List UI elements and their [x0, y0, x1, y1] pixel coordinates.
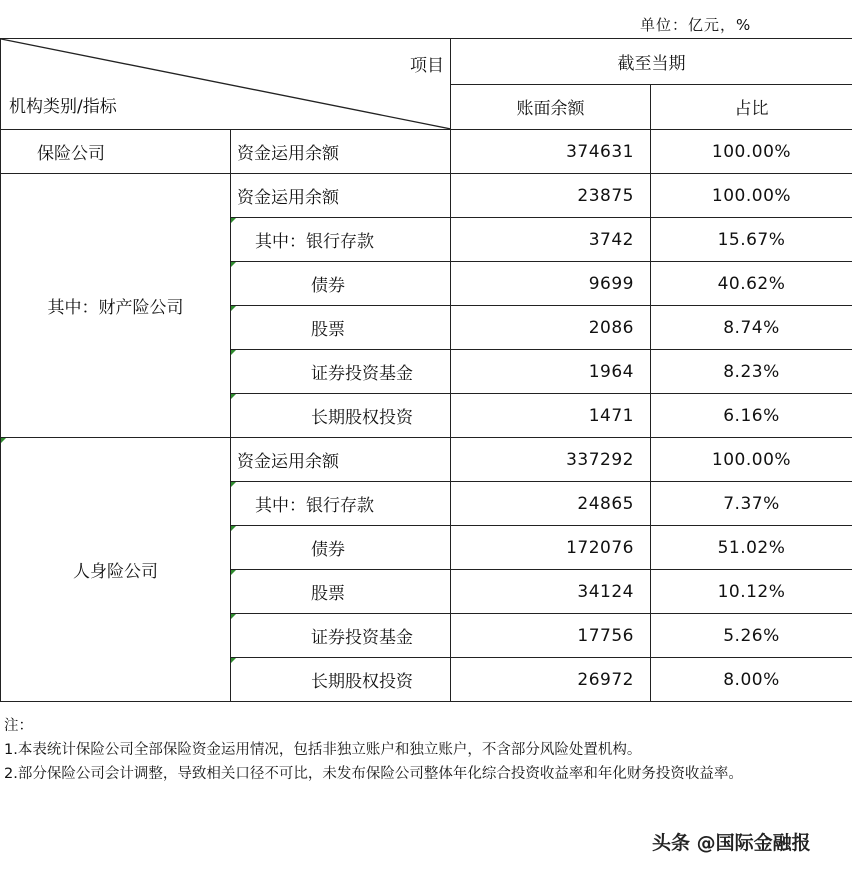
indicator-cell [231, 526, 451, 570]
notes-section [4, 714, 844, 786]
share-cell: 6.16% [651, 394, 852, 438]
indicator-cell [231, 394, 451, 438]
indicator-cell: 资金运用余额 [231, 438, 451, 482]
balance-cell: 3742 [451, 218, 651, 262]
note-line-2: 2.部分保险公司会计调整，导致相关口径不可比，未发布保险公司整体年化综合投资收益率和年化财务投资收益率。 [4, 766, 743, 782]
cell-marker [231, 306, 236, 311]
balance-cell: 23875 [451, 174, 651, 218]
share-cell: 51.02% [651, 526, 852, 570]
header-corner-cell [1, 39, 451, 130]
org-cell: 其中：财产险公司 [1, 174, 231, 438]
balance-cell: 34124 [451, 570, 651, 614]
indicator-cell [231, 658, 451, 702]
balance-cell: 9699 [451, 262, 651, 306]
indicator-cell: 资金运用余额 [231, 130, 451, 174]
cell-marker [1, 438, 6, 443]
indicator-text: 长期股权投资 [311, 672, 413, 692]
table-row [1, 174, 852, 218]
header-period: 截至当期 [451, 39, 852, 85]
cell-marker [231, 218, 236, 223]
indicator-text: 其中：银行存款 [255, 232, 374, 252]
indicator-cell [231, 482, 451, 526]
share-cell: 100.00% [651, 438, 852, 482]
balance-cell: 1964 [451, 350, 651, 394]
indicator-text: 股票 [311, 584, 345, 604]
cell-marker [231, 482, 236, 487]
share-cell: 8.23% [651, 350, 852, 394]
indicator-cell: 资金运用余额 [231, 174, 451, 218]
org-cell: 保险公司 [1, 130, 231, 174]
indicator-text: 其中：银行存款 [255, 496, 374, 516]
balance-cell: 24865 [451, 482, 651, 526]
table-row [1, 130, 852, 174]
watermark: 头条 @国际金融报 [652, 832, 811, 854]
indicator-cell [231, 306, 451, 350]
balance-cell: 2086 [451, 306, 651, 350]
balance-cell: 172076 [451, 526, 651, 570]
org-text: 人身险公司 [73, 562, 158, 582]
cell-marker [231, 658, 236, 663]
indicator-text: 长期股权投资 [311, 408, 413, 428]
header-row-1 [1, 39, 852, 85]
org-cell [1, 438, 231, 702]
indicator-cell [231, 262, 451, 306]
indicator-text: 股票 [311, 320, 345, 340]
investment-table [0, 38, 852, 702]
cell-marker [231, 614, 236, 619]
header-item-label: 项目 [410, 56, 444, 76]
share-cell: 5.26% [651, 614, 852, 658]
share-cell: 8.74% [651, 306, 852, 350]
indicator-text: 证券投资基金 [311, 364, 413, 384]
indicator-text: 债券 [311, 540, 345, 560]
indicator-cell [231, 570, 451, 614]
header-category-label: 机构类别/指标 [9, 97, 117, 117]
cell-marker [231, 350, 236, 355]
balance-cell: 17756 [451, 614, 651, 658]
header-share: 占比 [651, 84, 852, 130]
share-cell: 8.00% [651, 658, 852, 702]
share-cell: 7.37% [651, 482, 852, 526]
note-line-1: 1.本表统计保险公司全部保险资金运用情况，包括非独立账户和独立账户，不含部分风险处置机构。 [4, 742, 642, 758]
indicator-cell [231, 218, 451, 262]
balance-cell: 1471 [451, 394, 651, 438]
notes-title: 注： [4, 718, 33, 734]
balance-cell: 337292 [451, 438, 651, 482]
share-cell: 10.12% [651, 570, 852, 614]
cell-marker [231, 394, 236, 399]
unit-label: 单位：亿元，% [640, 16, 752, 34]
share-cell: 100.00% [651, 130, 852, 174]
share-cell: 40.62% [651, 262, 852, 306]
indicator-cell [231, 350, 451, 394]
table-row [1, 438, 852, 482]
indicator-text: 证券投资基金 [311, 628, 413, 648]
header-balance: 账面余额 [451, 84, 651, 130]
indicator-text: 债券 [311, 276, 345, 296]
balance-cell: 26972 [451, 658, 651, 702]
share-cell: 100.00% [651, 174, 852, 218]
indicator-cell [231, 614, 451, 658]
cell-marker [231, 526, 236, 531]
share-cell: 15.67% [651, 218, 852, 262]
cell-marker [231, 262, 236, 267]
balance-cell: 374631 [451, 130, 651, 174]
cell-marker [231, 570, 236, 575]
